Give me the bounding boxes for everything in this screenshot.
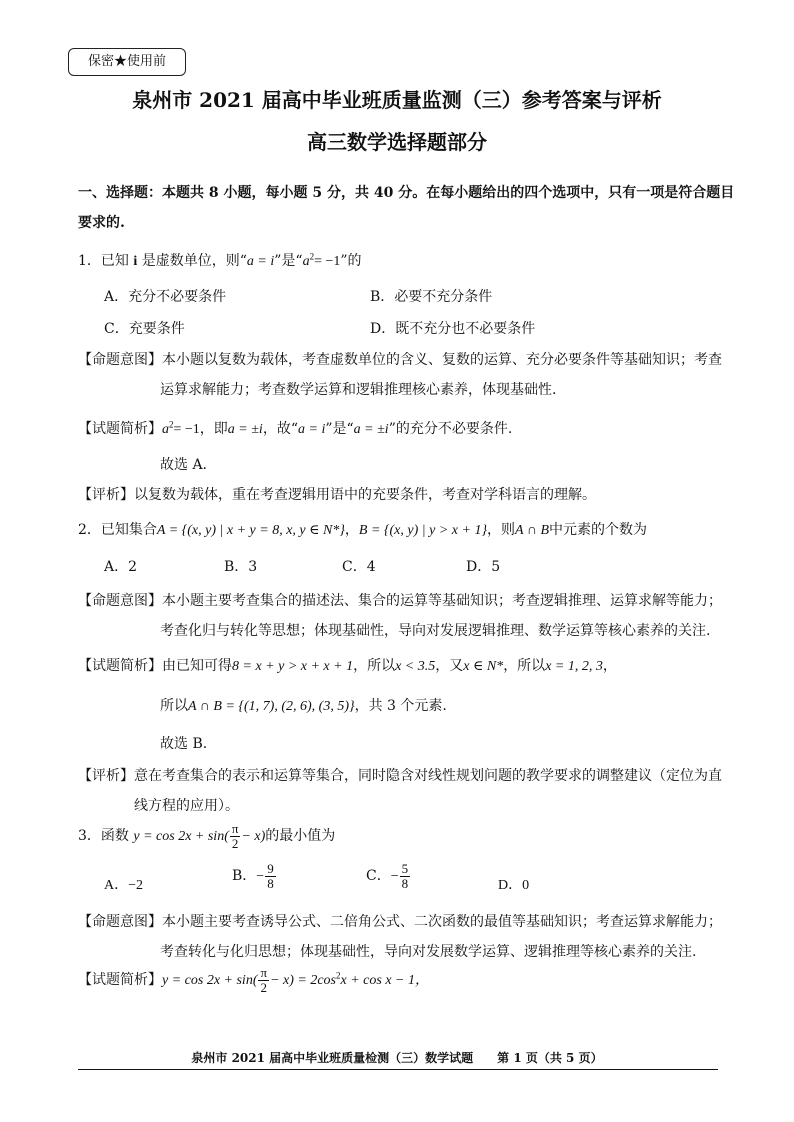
comment-line1 <box>78 765 722 785</box>
analysis-label: 【试题简析】 <box>78 421 162 437</box>
analysis-text: ，共 3 个元素. <box>354 698 447 714</box>
footer-rule <box>78 1069 718 1070</box>
analysis-text: 由已知可得 <box>162 658 232 674</box>
analysis-line: 【试题简析】y = cos 2x + sin( $\frac{\pi}{2}$ − $x) = 2\cos^2x + \cos x - 1$， <box>78 965 429 995</box>
answer-choice: 故选 B. <box>160 736 208 752</box>
section-heading-line2: 要求的. <box>78 215 125 231</box>
stem-text: 函数 <box>100 828 129 845</box>
analysis-text: 所以 <box>160 698 188 714</box>
math: a = ±i <box>353 422 389 437</box>
option-c: C．4 <box>342 559 376 575</box>
confidential-label: 保密★使用前 <box>68 48 186 76</box>
comment-label: 【评析】 <box>78 487 134 503</box>
stem-text: 是虚数单位，则“ <box>141 253 247 269</box>
page-subtitle: 高三数学选择题部分 <box>307 130 487 154</box>
analysis-text: ，所以 <box>353 658 396 674</box>
stem-text: 的最小值为 <box>265 828 336 845</box>
analysis-text: ，又 <box>435 658 464 674</box>
analysis-text: ， <box>602 658 617 674</box>
intent-line1 <box>78 349 722 369</box>
option-d: D．0 <box>498 878 530 893</box>
math: = −1 <box>314 254 341 269</box>
option-c: C．充要条件 <box>104 321 185 337</box>
math: x = 1, 2, 3 <box>545 659 603 674</box>
fraction <box>265 862 276 890</box>
analysis-line <box>78 655 617 675</box>
question-2-stem <box>78 519 647 539</box>
math: i <box>133 254 138 269</box>
math: 8 = x + y > x + x + 1 <box>232 659 354 674</box>
numerator: π <box>231 821 239 836</box>
option-a: A．−2 <box>104 878 144 893</box>
option-b: B．− $\frac{9}{8}$ <box>232 861 274 891</box>
intent-text: 本小题以复数为载体，考查虚数单位的含义、复数的运算、充分必要条件等基础知识；考查 <box>162 352 722 368</box>
fraction <box>258 966 269 994</box>
math: − x) <box>241 829 266 845</box>
numerator: 5 <box>401 861 409 876</box>
option-a: A．充分不必要条件 <box>104 289 227 305</box>
stem-text: ， <box>344 522 359 538</box>
stem-text: 已知集合 <box>100 522 157 538</box>
option-b: B．必要不充分条件 <box>370 289 493 305</box>
denominator: 8 <box>401 875 409 891</box>
answer-choice: 故选 A. <box>160 457 208 473</box>
option-label: C． <box>366 868 391 885</box>
question-3-stem <box>78 822 335 850</box>
section-heading-line1: 一、选择题：本题共 8 小题，每小题 5 分，共 40 分。在每小题给出的四个选项中，只有一项是符合题目 <box>78 185 735 201</box>
option-d: D．5 <box>466 559 501 575</box>
comment-text: 以复数为载体，重在考查逻辑用语中的充要条件，考查对学科语言的理解。 <box>134 487 596 503</box>
intent-text: 本小题主要考查诱导公式、二倍角公式、二次函数的最值等基础知识；考查运算求解能力； <box>162 914 722 930</box>
stem-text: 已知 <box>100 253 129 269</box>
intent-line2: 考查化归与转化等思想；体现基础性，导向对发展逻辑推理、数学运算等核心素养的关注. <box>160 623 711 639</box>
math: − x) = 2cos <box>270 973 336 989</box>
analysis-line: 【试题简析】$a^2= -1$，即a = ±i，故“a = i”是“a = ±i”的充分不必要条件. <box>78 419 513 437</box>
math: x ∈ N* <box>463 659 504 674</box>
denominator: 2 <box>260 979 268 995</box>
question-number: 2． <box>78 522 101 538</box>
fraction <box>230 822 241 850</box>
stem-text: 中元素的个数为 <box>549 522 648 538</box>
math: x < 3.5 <box>395 659 436 674</box>
analysis-line-2 <box>160 695 447 715</box>
analysis-label: 【试题简析】 <box>78 972 162 989</box>
stem-text: ”的 <box>340 253 362 269</box>
page-footer: 泉州市 2021 届高中毕业班质量检测（三）数学试题 第 1 页（共 5 页） <box>191 1051 603 1065</box>
analysis-text: ”是“ <box>325 421 354 437</box>
numerator: π <box>260 965 268 980</box>
comment-line <box>78 484 596 504</box>
fraction <box>400 862 411 890</box>
intent-line2: 考查转化与化归思想；体现基础性，导向对发展数学运算、逻辑推理等核心素养的关注. <box>160 944 697 960</box>
math: a = i <box>298 422 326 437</box>
denominator: 2 <box>231 835 239 851</box>
intent-label: 【命题意图】 <box>78 352 162 368</box>
math: a <box>162 422 169 437</box>
option-label: B． <box>232 868 257 885</box>
page-title: 泉州市 2021 届高中毕业班质量监测（三）参考答案与评析 <box>132 88 662 112</box>
comment-text: 意在考查集合的表示和运算等集合，同时隐含对线性规划问题的教学要求的调整建议（定位为直 <box>134 768 722 784</box>
intent-line1 <box>78 590 722 610</box>
question-number: 1． <box>78 253 101 269</box>
question-1-stem: 1．已知 i 是虚数单位，则“a = i”是“$a^2= -1$”的 <box>78 251 362 269</box>
analysis-text: ，故“ <box>262 421 298 437</box>
stem-text: ”是“ <box>274 253 303 269</box>
math: B = {(x, y) | y > x + 1} <box>358 523 488 538</box>
math: a = i <box>246 254 275 269</box>
math: A ∩ B <box>515 523 550 538</box>
math: y = cos 2x + sin( <box>133 829 229 845</box>
analysis-label: 【试题简析】 <box>78 658 162 674</box>
comment-label: 【评析】 <box>78 768 134 784</box>
intent-label: 【命题意图】 <box>78 914 162 930</box>
intent-line1 <box>78 911 722 931</box>
option-b: B．3 <box>224 559 258 575</box>
analysis-text: ，所以 <box>503 658 546 674</box>
math: y = cos 2x + sin( <box>162 973 258 989</box>
math: a <box>302 254 310 269</box>
analysis-text: ”的充分不必要条件. <box>388 421 513 437</box>
intent-line2: 运算求解能力；考查数学运算和逻辑推理核心素养，体现基础性. <box>160 382 557 398</box>
intent-text: 本小题主要考查集合的描述法、集合的运算等基础知识；考查逻辑推理、运算求解等能力； <box>162 593 722 609</box>
option-c: C．− $\frac{5}{8}$ <box>366 861 409 891</box>
intent-label: 【命题意图】 <box>78 593 162 609</box>
math: a = ±i <box>227 422 263 437</box>
comment-line2: 线方程的应用）。 <box>134 798 239 814</box>
option-a: A．2 <box>104 559 138 575</box>
numerator: 9 <box>267 861 274 876</box>
math: A ∩ B = {(1, 7), (2, 6), (3, 5)} <box>188 699 355 714</box>
question-number: 3． <box>78 828 101 845</box>
math: = −1，即 <box>173 422 228 437</box>
math: x + cos x − 1， <box>340 973 429 989</box>
option-d: D．既不充分也不必要条件 <box>370 321 536 337</box>
math: A = {(x, y) | x + y = 8, x, y ∈ N*} <box>156 523 345 538</box>
denominator: 8 <box>267 875 274 891</box>
stem-text: ，则 <box>487 522 516 538</box>
